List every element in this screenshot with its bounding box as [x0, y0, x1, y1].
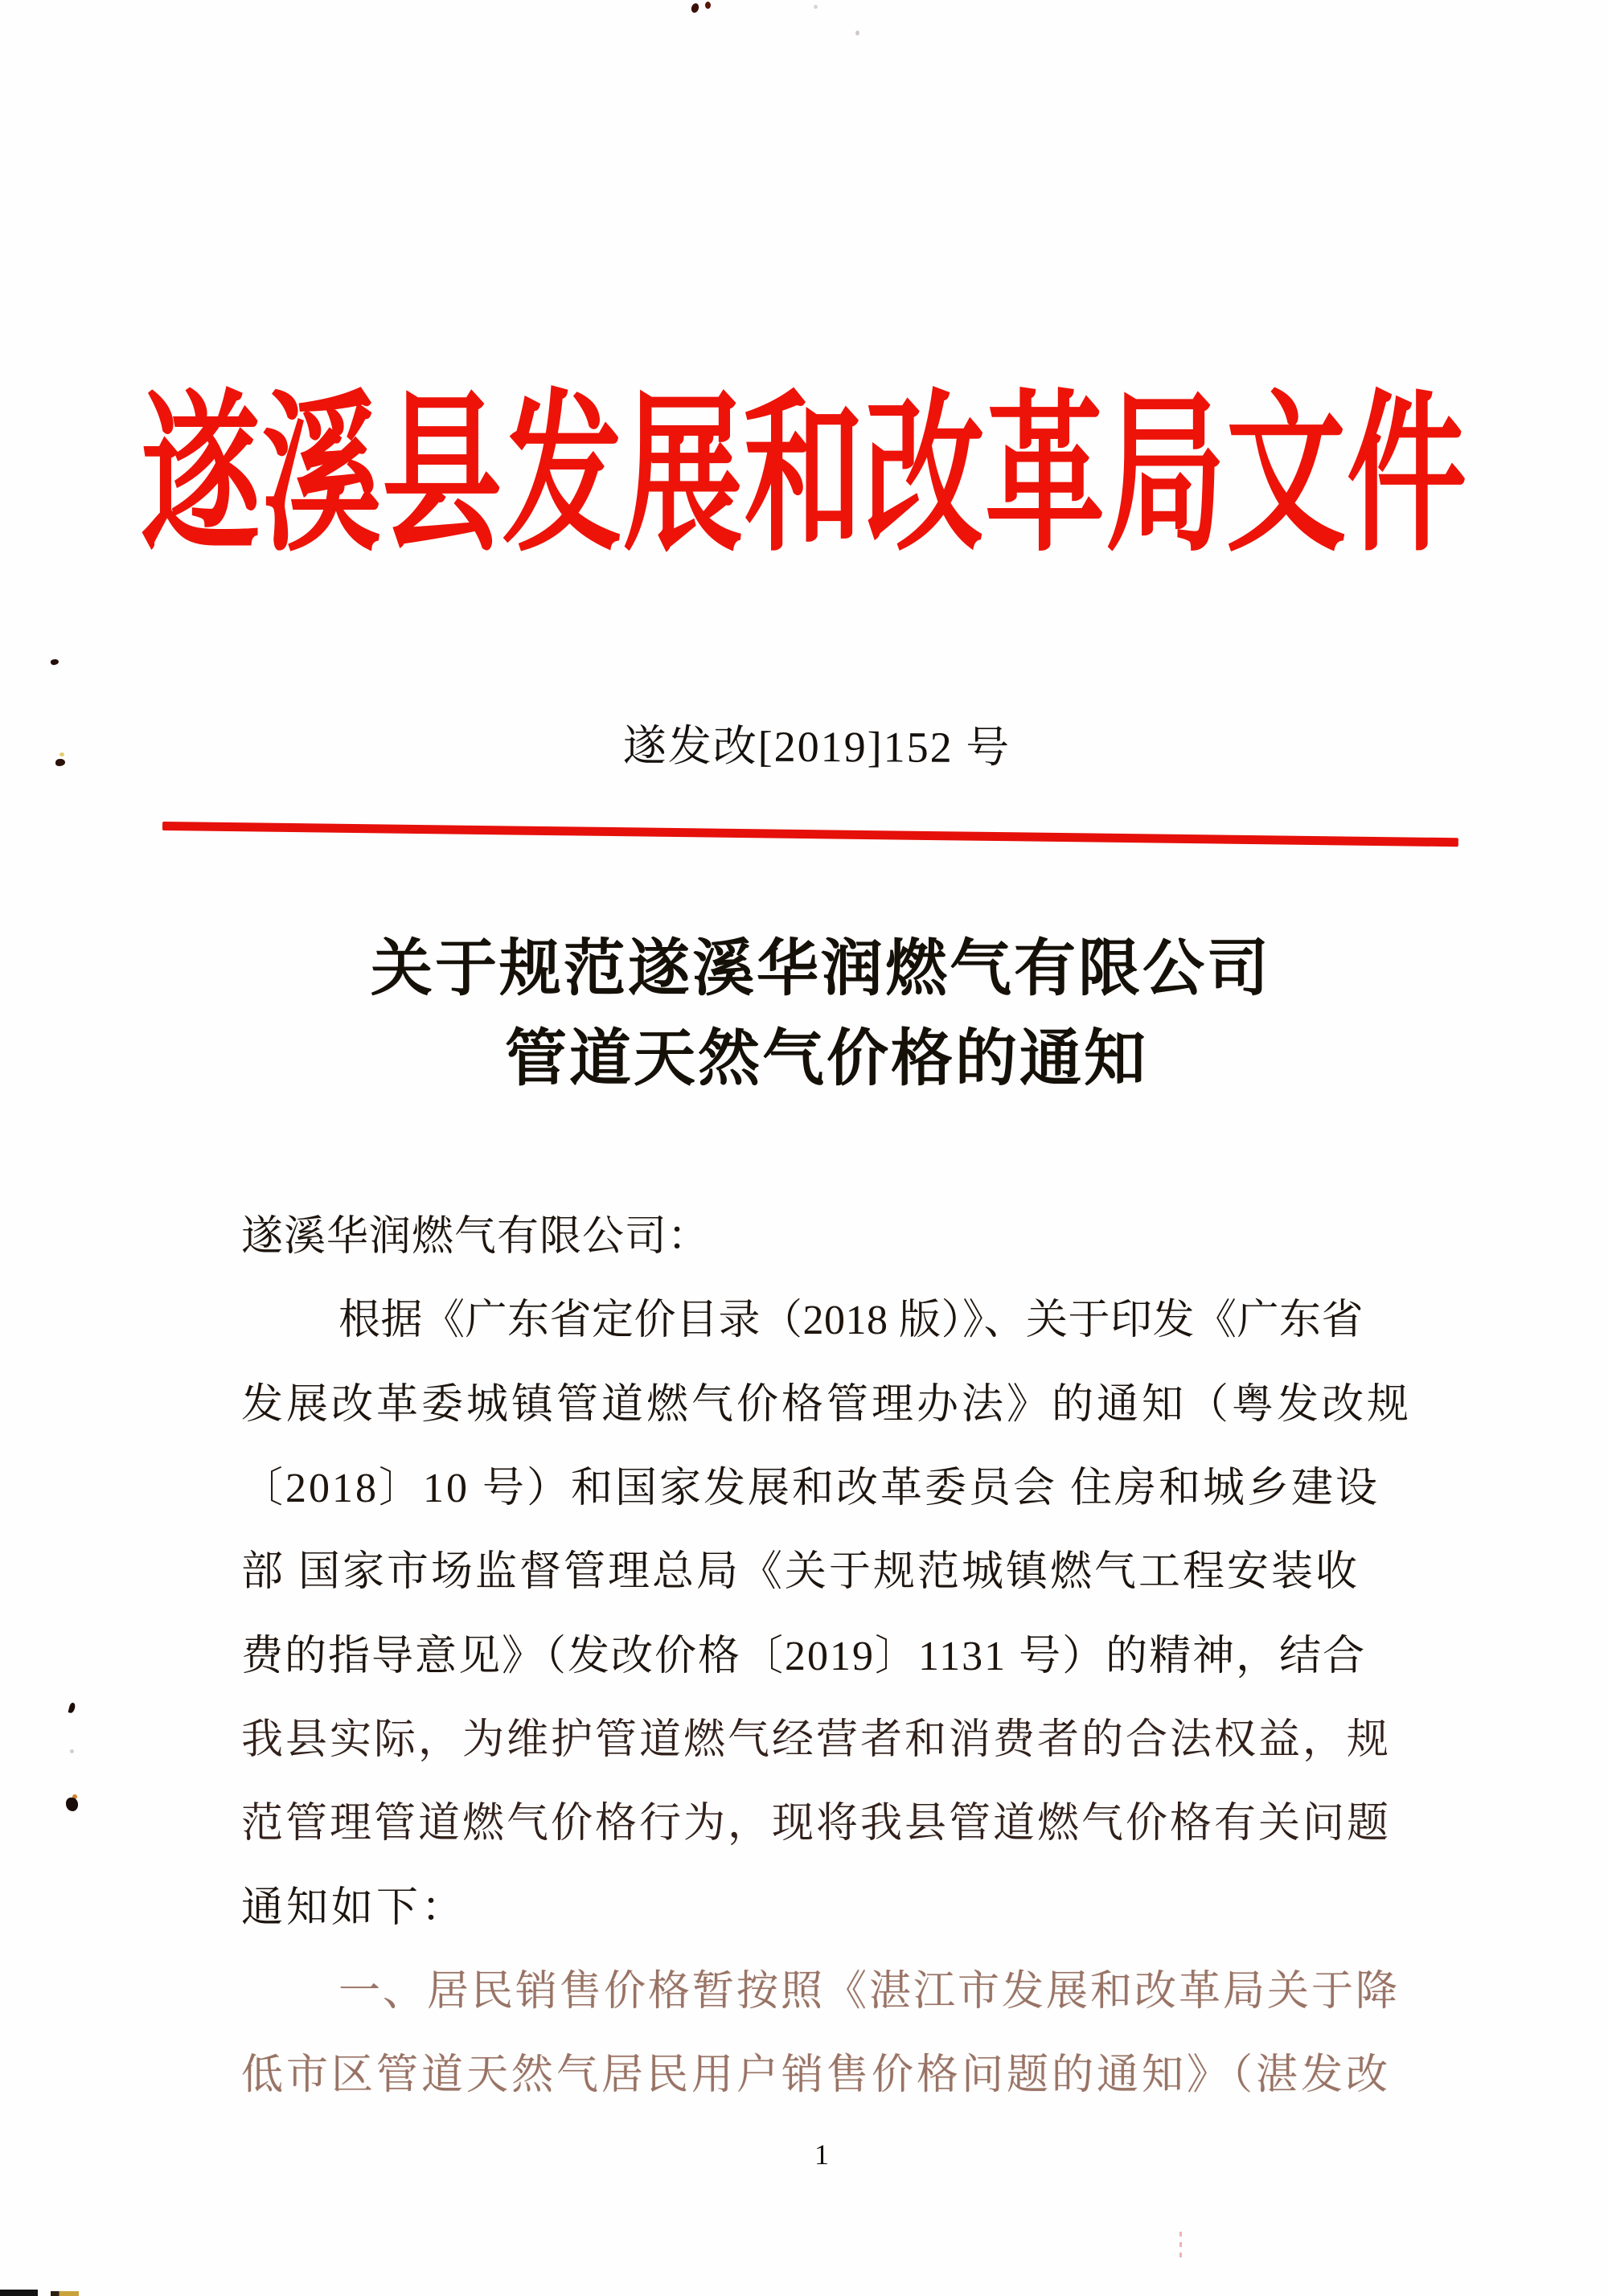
body-line: 费的指导意见》（发改价格〔2019〕1131 号）的精神，结合 [241, 1634, 1367, 1679]
body-line: 〔2018〕10 号）和国家发展和改革委员会 住房和城乡建设 [241, 1466, 1380, 1511]
document-title-line2: 管道天然气价格的通知 [505, 1024, 1148, 1093]
scan-speck [814, 5, 818, 9]
scan-speck [690, 2, 699, 14]
body-line: 通知如下： [241, 1885, 467, 1931]
document-title-line1: 关于规范遂溪华润燃气有限公司 [371, 934, 1271, 1003]
scan-speck [855, 31, 859, 35]
scan-speck [68, 1702, 76, 1713]
document-number: 遂发改[2019]152 号 [622, 721, 1011, 773]
scan-speck [70, 1749, 74, 1753]
scan-dash-artifact [1179, 2232, 1182, 2262]
page-number: 1 [814, 2138, 829, 2171]
body-line: 部 国家市场监督管理总局《关于规范城镇燃气工程安装收 [241, 1549, 1360, 1595]
red-separator-line [162, 822, 1458, 847]
body-line-salutation: 遂溪华润燃气有限公司： [241, 1214, 711, 1260]
body-line: 低市区管道天然气居民用户销售价格问题的通知》（湛发改 [241, 2052, 1392, 2098]
scan-speck [50, 658, 59, 666]
body-line: 范管理管道燃气价格行为，现将我县管道燃气价格有关问题 [241, 1801, 1392, 1847]
body-line: 我县实际，为维护管道燃气经营者和消费者的合法权益，规 [241, 1717, 1392, 1763]
body-line: 发展改革委城镇管道燃气价格管理办法》的通知（粤发改规 [241, 1382, 1413, 1428]
scan-edge-artifact [0, 2290, 38, 2296]
scan-speck [66, 1798, 78, 1811]
agency-letterhead-title: 遂溪县发展和改革局文件 [141, 381, 1467, 573]
scan-speck [705, 2, 711, 9]
scan-edge-artifact [51, 2291, 79, 2296]
body-line: 根据《广东省定价目录（2018 版）》、关于印发《广东省 [338, 1298, 1364, 1343]
body-line: 一、居民销售价格暂按照《湛江市发展和改革局关于降 [338, 1969, 1401, 2015]
